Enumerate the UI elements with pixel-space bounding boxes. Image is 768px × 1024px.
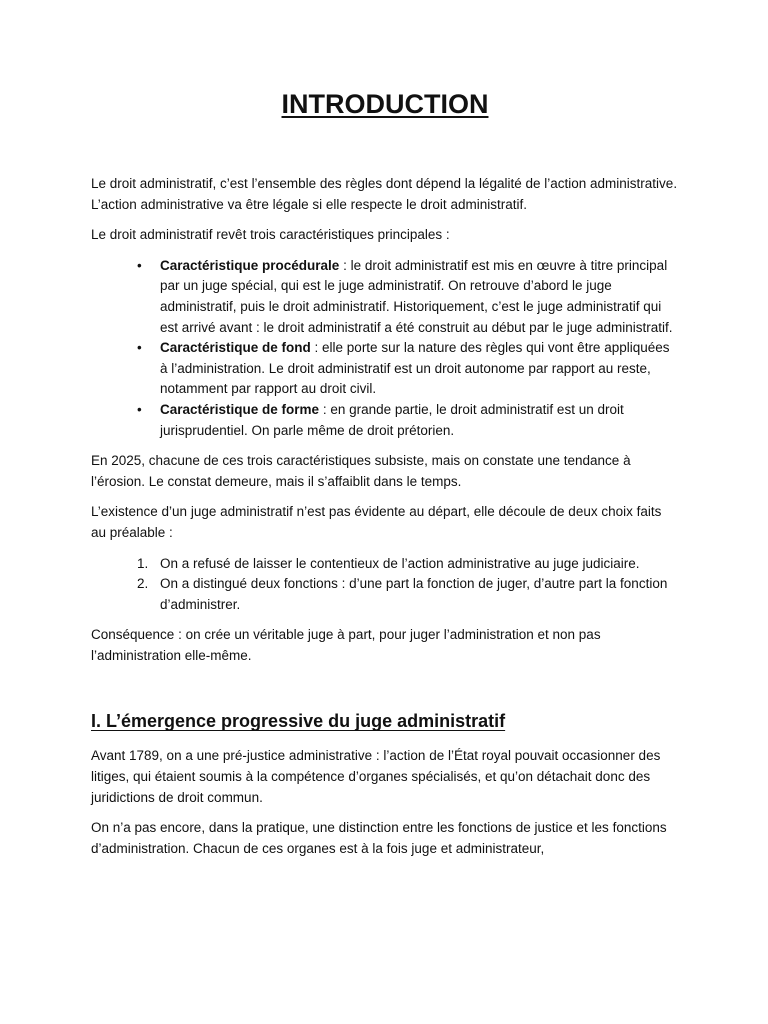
- list-item-substantive: [137, 338, 679, 400]
- list-item-label: Caractéristique procédurale: [160, 257, 340, 273]
- list-item-label: Caractéristique de fond: [160, 340, 311, 356]
- list-item-text: On a refusé de laisser le contentieux de l’action administrative au juge judiciaire.: [160, 555, 640, 571]
- list-item-procedural: [137, 256, 679, 338]
- list-item-text: On a distingué deux fonctions : d’une part la fonction de juger, d’autre part la fonction d’administrer.: [160, 576, 668, 612]
- section-paragraph-2: On n’a pas encore, dans la pratique, une distinction entre les fonctions de justice et les fonctions d’administration. Chacun de ces organes est à la fois juge et administrateur,: [91, 820, 667, 856]
- document-page: [91, 86, 679, 869]
- paragraph-consequence: Conséquence : on crée un véritable juge à part, pour juger l’administration et non pas l’administration elle-même.: [91, 627, 601, 663]
- list-item-label: Caractéristique de forme: [160, 401, 320, 417]
- choices-list: [91, 554, 679, 616]
- intro-paragraph-1: Le droit administratif, c’est l’ensemble des règles dont dépend la légalité de l’action administrative. L’action administrative va être légale si elle respecte le droit administratif.: [91, 176, 678, 212]
- list-item-choice-1: [137, 554, 679, 575]
- document-title: INTRODUCTION: [281, 89, 489, 119]
- bullet-icon: •: [137, 401, 142, 417]
- list-item-text: : elle porte sur la nature des règles qui vont être appliquées à l’administration. Le droit administratif est un droit autonome par rapport au reste, notamment par rapport au droit civil.: [160, 340, 670, 397]
- characteristics-list: [91, 256, 679, 441]
- list-item-text: : en grande partie, le droit administratif est un droit jurisprudentiel. On parle même de droit prétorien.: [160, 401, 624, 438]
- section-heading: I. L’émergence progressive du juge administratif: [91, 711, 506, 732]
- intro-paragraph-2: Le droit administratif revêt trois caractéristiques principales :: [91, 227, 450, 243]
- list-number: 1.: [137, 555, 149, 571]
- list-item-text: : le droit administratif est mis en œuvre à titre principal par un juge spécial, qui est le juge administratif. On retrouve d’abord le juge administratif, puis le droit administratif. Historiquement, c’est le juge administratif qui est arrivé avant : le droit administratif a été construit au début par le juge administratif.: [160, 257, 673, 335]
- bullet-icon: •: [137, 257, 142, 273]
- list-item-form: [137, 400, 679, 441]
- section-paragraph-1: Avant 1789, on a une pré-justice administrative : l’action de l’État royal pouvait occasionner des litiges, qui étaient soumis à la compétence d’organes spécialisés, et qu’on détachait donc des juridictions de droit commun.: [91, 748, 661, 805]
- bullet-icon: •: [137, 340, 142, 356]
- list-number: 2.: [137, 576, 149, 592]
- paragraph-existence: L’existence d’un juge administratif n’est pas évidente au départ, elle découle de deux choix faits au préalable :: [91, 504, 662, 540]
- list-item-choice-2: [137, 574, 679, 615]
- paragraph-2025: En 2025, chacune de ces trois caractéristiques subsiste, mais on constate une tendance à l’érosion. Le constat demeure, mais il s’affaiblit dans le temps.: [91, 453, 631, 489]
